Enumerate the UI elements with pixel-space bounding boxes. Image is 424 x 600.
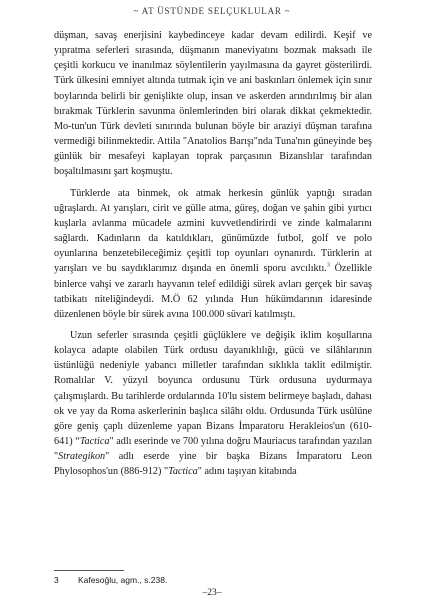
- paragraph-3-text-3: " adlı eserde yine bir başka Bizans İmparatoru Leon Phylosophos'un (886-912) ": [54, 451, 372, 478]
- footnote-number: 3: [54, 575, 59, 585]
- paragraph-2-continued: Özellikle binlerce vahşi ve zararlı hayvanın telef edildiği sürek avları gerçek bir savaş tatbikatı niteliğindeydi. M.Ö 62 yılında Hun hükümdarının idaresinde düzenlenen böyle bir sürek avına 100.000 süvari katılmıştı.: [54, 263, 372, 320]
- footnote-text: Kafesoğlu, agm., s.238.: [78, 575, 168, 585]
- paragraph-3: Uzun seferler sırasında çeşitli güçlüklere ve değişik iklim koşullarına kolayca adapte olabilen Türk ordusu dayanıklılığı, gücü ve silâhlarının üstünlüğü nedeniyle yabancı milletler tarafından sıklıkla taklit edilmiştir. Romalılar V. yüzyıl boyunca ordusunu Türk ordusuna uydurmaya çalışmışlardı. Bu tarihlerde ordularında 10'lu sistem belirmeye başladı, dahası ok ve yay da Roma askerlerinin başlıca silâhı oldu. Ordusunda Türk usûlüne göre geniş çaplı düzenleme yapan Bizans İmparatoru Herakleios'un (610-641) “Tactica" adlı eserinde ve 700 yılına doğru Mauriacus tarafından yazılan "Strategikon" adlı eserde yine bir başka Bizans İmparatoru Leon Phylosophos'un (886-912) "Tactica" adını taşıyan kitabında: [54, 329, 372, 478]
- paragraph-3-text: Uzun seferler sırasında çeşitli güçlüklere ve değişik iklim koşullarına kolayca adapte olabilen Türk ordusu dayanıklılığı, gücü ve silâhlarının üstünlüğü nedeniyle yabancı milletler tarafından sıklıkla taklit edilmiştir. Romalılar V. yüzyıl boyunca ordusunu Türk ordusuna uydurmaya çalışmışlardı. Bu tarihlerde ordularında 10'lu sistem belirmeye başladı, dahası ok ve yay da Roma askerlerinin başlıca silâhı oldu. Ordusunda Türk usûlüne göre geniş çaplı düzenleme yapan Bizans İmparatoru Herakleios'un (610-641): [54, 329, 372, 448]
- footnote-divider: [54, 570, 124, 571]
- title-strategikon: Strategikon: [58, 451, 106, 463]
- title-tactica-2: Tactica: [168, 466, 198, 478]
- paragraph-1: düşman, savaş enerjisini kaybedinceye kadar devam edilirdi. Keşif ve yıpratma seferleri sırasında, düşmanın maneviyatını bozmak maksadı ile çeşitli korkucu ve inanılmaz söylentilerin yayılmasına da gayret gösterilirdi. Türk ülkesini emniyet altında tutmak için ve ani baskınları önlemek için sınır boylarında belirli bir genişlikte olup, insan ve askerden arındırılmış bir alan bırakmak Türklerin savunma önlemlerinden biri olarak dikkat çekmektedir. Mo-tun'un Türk devleti sınırında bulunan böyle bir araziyi düşman tarafına vermediği bilinmektedir. Attila "Anatolios Barışı"nda Tuna'nın güneyinde beş günlük bir mesafeyi kaplayan toprak parçasının Bizanslılar tarafından boşaltılmasını şart koşmuştu.: [54, 30, 372, 178]
- paragraph-3-text-4: " adını taşıyan kitabında: [197, 466, 297, 478]
- paragraph-3-text-2: " adlı eserinde ve 700 yılına doğru Mauriacus tarafından yazılan ": [54, 436, 372, 463]
- footnote-reference[interactable]: 3: [326, 262, 330, 269]
- title-tactica-1: Tactica: [79, 436, 110, 448]
- body-text: [54, 28, 372, 480]
- page-number: –23–: [202, 588, 222, 598]
- paragraph-2-text: Türklerde ata binmek, ok atmak herkesin günlük yaptığı sıradan uğraşlardı. At yarışları, cirit ve gülle atma, güreş, doğan ve şahin gibi yırtıcı kuşlarla avlanma mücadele azmini kuvvetlendirirdi ve zinde kalmalarını sağlardı. Kadınların da katıldıkları, günümüzde futbol, golf ve polo oyunlarına benzetebileceğimiz çeşitli top oyunları oynanırdı. Türklerin at yarışları ve bu saydıklarımız dışında en önemli sporu avcılıktı.: [54, 187, 372, 275]
- paragraph-2: [54, 186, 372, 322]
- footnote: [54, 575, 372, 586]
- running-header: ~ AT ÜSTÜNDE SELÇUKLULAR ~: [133, 6, 291, 16]
